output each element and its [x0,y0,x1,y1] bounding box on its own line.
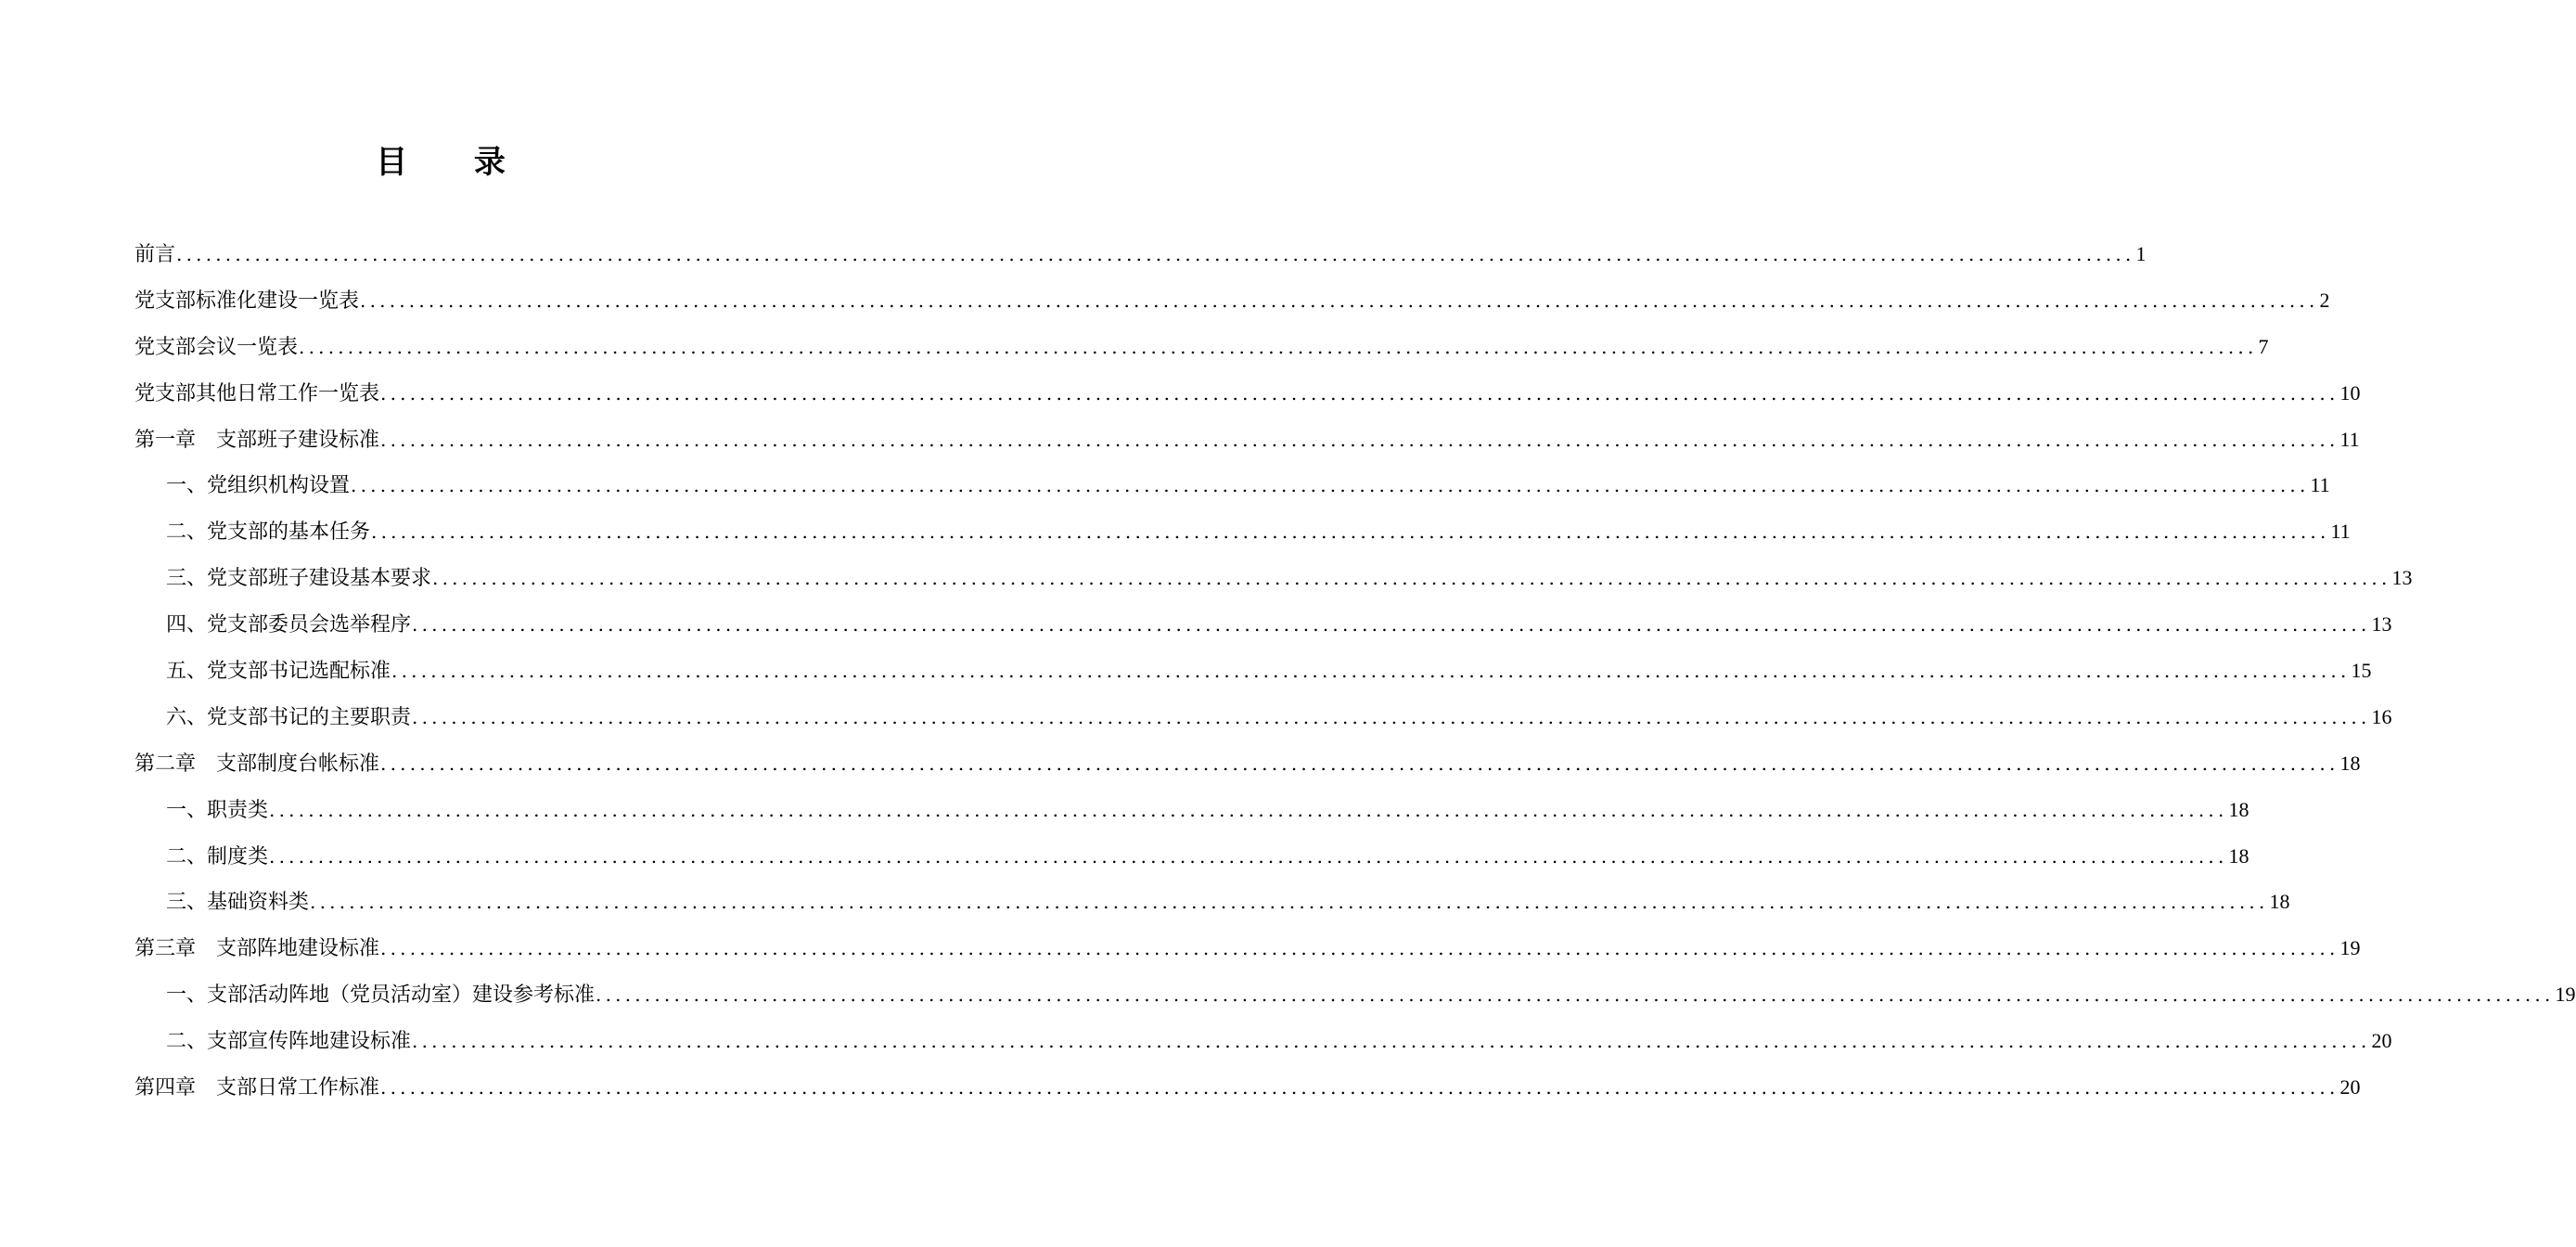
toc-entry[interactable] [135,925,2361,971]
toc-entry-page: 20 [2371,1029,2392,1053]
toc-entry[interactable] [135,417,2360,463]
toc-entry[interactable] [135,694,2392,740]
toc-entry-page: 13 [2391,566,2413,590]
toc-dot-leader: ........................................................................................................................................................................................................ [412,1030,2371,1053]
toc-entry-page: 16 [2371,704,2392,728]
toc-entry[interactable] [135,787,2249,833]
toc-entry[interactable] [135,971,2576,1018]
toc-entry-label: 一、支部活动阵地（党员活动室）建设参考标准 [166,983,596,1008]
toc-dot-leader: ........................................................................................................................................................................................................ [299,335,2258,358]
toc-entry-page: 10 [2339,380,2361,405]
toc-entry-page: 18 [2339,751,2361,775]
toc-entry[interactable] [135,555,2413,601]
toc-list [135,231,2576,1111]
toc-dot-leader: ........................................................................................................................................................................................................ [269,798,2228,821]
toc-entry-label: 四、党支部委员会选举程序 [166,613,412,637]
toc-entry-label: 第四章 支部日常工作标准 [135,1076,380,1100]
toc-dot-leader: ........................................................................................................................................................................................................ [310,891,2269,914]
toc-entry-page: 13 [2371,612,2392,636]
toc-entry-page: 11 [2310,473,2330,497]
toc-dot-leader: ........................................................................................................................................................................................................ [176,243,2135,265]
toc-dot-leader: ........................................................................................................................................................................................................ [371,521,2330,544]
toc-entry[interactable] [135,277,2330,324]
toc-dot-leader: ........................................................................................................................................................................................................ [380,937,2339,960]
toc-entry-page: 2 [2319,288,2330,312]
toc-entry[interactable] [135,1064,2361,1111]
toc-entry-page: 18 [2228,843,2249,868]
toc-entry-page: 15 [2351,659,2372,683]
toc-entry-label: 党支部会议一览表 [135,335,299,359]
toc-entry-label: 一、党组织机构设置 [166,474,351,498]
toc-dot-leader: ........................................................................................................................................................................................................ [351,474,2310,497]
toc-entry-label: 五、党支部书记选配标准 [166,660,391,684]
toc-dot-leader: ........................................................................................................................................................................................................ [391,660,2351,683]
toc-entry-label: 六、党支部书记的主要职责 [166,705,412,729]
toc-dot-leader: ........................................................................................................................................................................................................ [380,381,2339,405]
toc-entry-page: 7 [2258,334,2269,358]
toc-entry[interactable] [135,1018,2392,1064]
toc-entry-label: 一、职责类 [166,798,269,822]
toc-entry-page: 20 [2339,1075,2361,1099]
toc-entry-page: 19 [2339,936,2361,960]
toc-entry-page: 19 [2555,983,2576,1007]
toc-entry-page: 18 [2269,890,2290,914]
toc-entry-page: 11 [2330,520,2351,544]
toc-dot-leader: ........................................................................................................................................................................................................ [412,613,2371,636]
toc-entry[interactable] [135,231,2147,277]
toc-dot-leader: ........................................................................................................................................................................................................ [380,752,2339,775]
toc-entry-page: 11 [2339,427,2360,451]
toc-entry[interactable] [135,833,2249,880]
toc-entry-label: 二、制度类 [166,844,269,868]
page-title: 目 录 [376,144,533,181]
toc-entry[interactable] [135,462,2330,508]
toc-dot-leader: ........................................................................................................................................................................................................ [596,983,2555,1007]
toc-entry-label: 第一章 支部班子建设标准 [135,428,380,452]
toc-entry-label: 三、基础资料类 [166,891,310,915]
toc-entry-page: 1 [2135,242,2147,265]
toc-entry-page: 18 [2228,797,2249,821]
toc-entry-label: 第三章 支部阵地建设标准 [135,937,380,961]
toc-entry-label: 三、党支部班子建设基本要求 [166,567,432,591]
toc-dot-leader: ........................................................................................................................................................................................................ [380,1076,2339,1099]
toc-entry[interactable] [135,508,2351,555]
toc-entry-label: 党支部其他日常工作一览表 [135,381,380,405]
toc-dot-leader: ........................................................................................................................................................................................................ [360,289,2319,312]
toc-entry[interactable] [135,601,2392,648]
toc-dot-leader: ........................................................................................................................................................................................................ [269,844,2228,868]
toc-entry-label: 前言 [135,243,176,266]
toc-entry-label: 二、党支部的基本任务 [166,521,371,545]
toc-entry[interactable] [135,370,2361,417]
toc-dot-leader: ........................................................................................................................................................................................................ [412,705,2371,728]
toc-entry[interactable] [135,324,2269,370]
toc-entry-label: 第二章 支部制度台帐标准 [135,752,380,776]
toc-entry[interactable] [135,648,2372,694]
toc-entry[interactable] [135,740,2361,787]
toc-dot-leader: ........................................................................................................................................................................................................ [432,567,2391,590]
toc-entry-label: 党支部标准化建设一览表 [135,289,360,313]
toc-entry[interactable] [135,879,2290,925]
toc-dot-leader: ........................................................................................................................................................................................................ [380,428,2339,451]
toc-entry-label: 二、支部宣传阵地建设标准 [166,1030,412,1054]
